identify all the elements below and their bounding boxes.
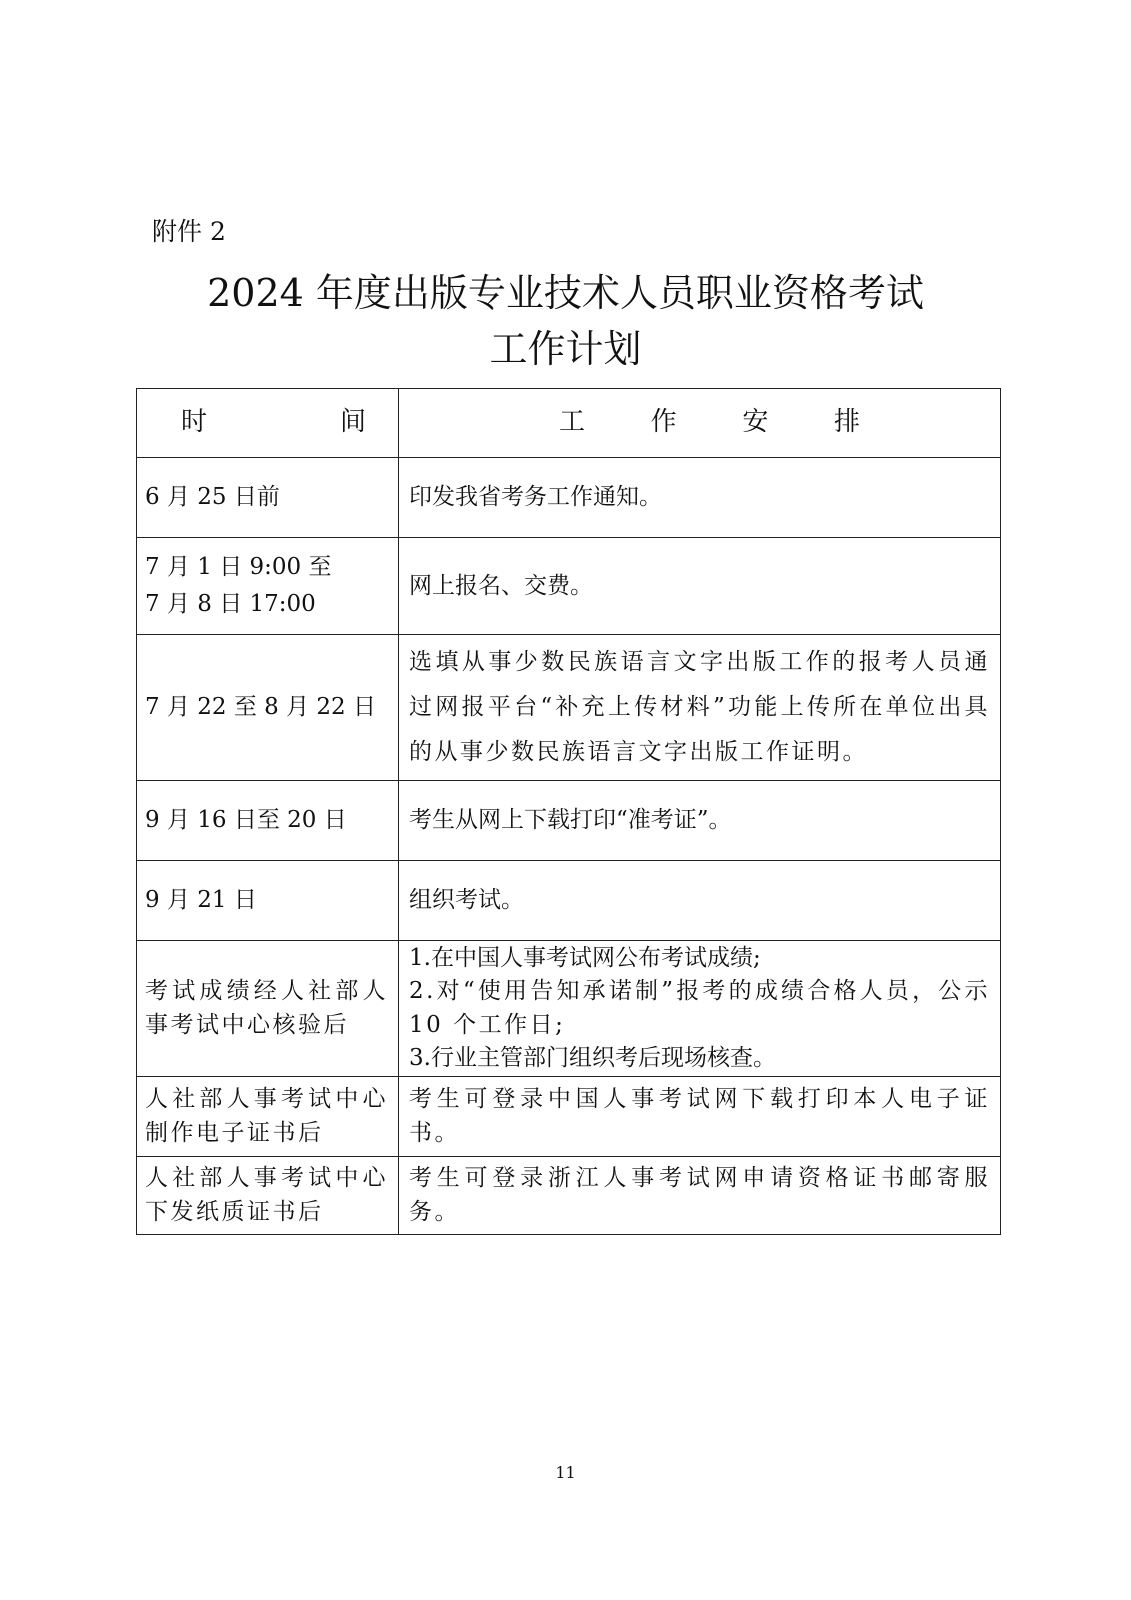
work-cell: 考生可登录中国人事考试网下载打印本人电子证书。: [399, 1077, 1001, 1157]
time-cell: 人社部人事考试中心下发纸质证书后: [137, 1157, 399, 1235]
time-cell: 7 月 22 至 8 月 22 日: [137, 635, 399, 781]
table-row: [137, 1077, 1001, 1157]
work-plan-table: [136, 388, 1001, 1235]
table-row: [137, 861, 1001, 941]
table-row: [137, 458, 1001, 538]
work-item: 3.行业主管部门组织考后现场核查。: [409, 1044, 776, 1071]
document-title-line-1: 2024 年度出版专业技术人员职业资格考试: [207, 271, 924, 315]
work-cell: 组织考试。: [399, 861, 1001, 941]
work-item: 2.对“使用告知承诺制”报考的成绩合格人员，公示 10 个工作日;: [409, 978, 990, 1038]
time-cell: 考试成绩经人社部人事考试中心核验后: [137, 941, 399, 1077]
time-cell: 人社部人事考试中心制作电子证书后: [137, 1077, 399, 1157]
table-row: [137, 781, 1001, 861]
page-number: 11: [555, 1463, 576, 1482]
header-work-char: 工: [559, 407, 586, 438]
header-work-char: 安: [742, 407, 769, 438]
table-row: [137, 1157, 1001, 1235]
work-cell: 考生从网上下载打印“准考证”。: [399, 781, 1001, 861]
header-time-cell: [137, 389, 399, 458]
table-row: [137, 635, 1001, 781]
work-item: 1.在中国人事考试网公布考试成绩;: [409, 944, 761, 971]
work-cell: 网上报名、交费。: [399, 538, 1001, 635]
work-cell: 印发我省考务工作通知。: [399, 458, 1001, 538]
header-work-char: 作: [650, 407, 677, 438]
header-work-char: 排: [833, 407, 860, 438]
table-row: [137, 538, 1001, 635]
table-row: [137, 941, 1001, 1077]
header-time-char: 间: [339, 407, 366, 438]
document-title-line-2: 工作计划: [489, 327, 642, 371]
attachment-label: 附件 2: [152, 217, 226, 246]
header-time-char: 时: [181, 407, 208, 438]
time-line: 7 月 8 日 17:00: [145, 591, 316, 617]
work-cell: [399, 941, 1001, 1077]
time-cell: 9 月 16 日至 20 日: [137, 781, 399, 861]
time-line: 7 月 1 日 9:00 至: [145, 554, 332, 581]
work-cell: 选填从事少数民族语言文字出版工作的报考人员通过网报平台“补充上传材料”功能上传所在单位出具的从事少数民族语言文字出版工作证明。: [399, 635, 1001, 781]
work-cell: 考生可登录浙江人事考试网申请资格证书邮寄服务。: [399, 1157, 1001, 1235]
table-header-row: [137, 389, 1001, 458]
time-cell: 6 月 25 日前: [137, 458, 399, 538]
header-work-cell: [399, 389, 1001, 458]
time-cell: [137, 538, 399, 635]
time-cell: 9 月 21 日: [137, 861, 399, 941]
